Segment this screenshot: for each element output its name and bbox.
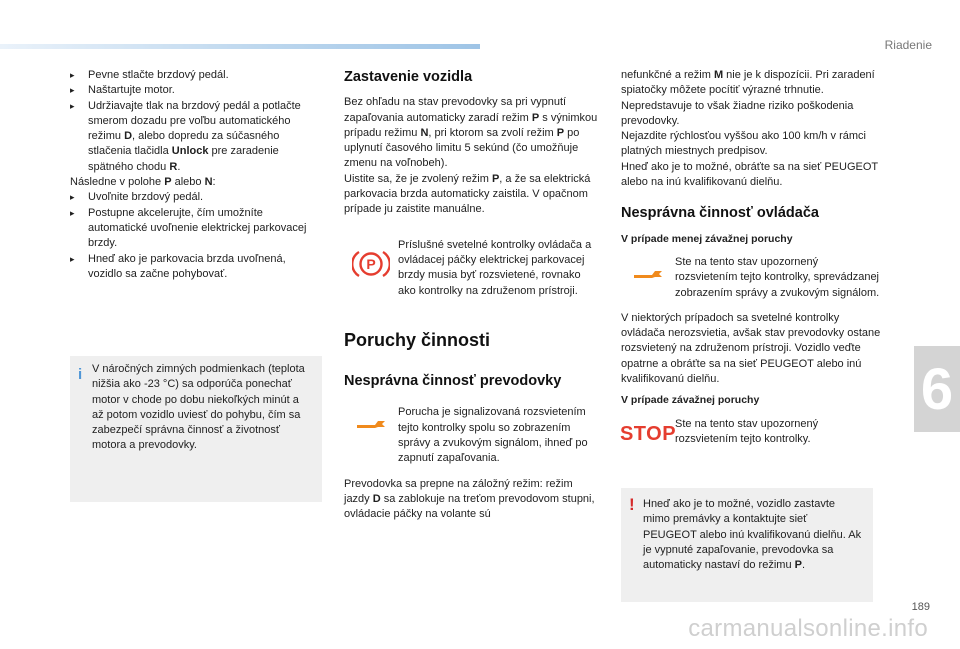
then-line: Následne v polohe P alebo N: (70, 176, 216, 189)
chapter-tab: 6 (914, 346, 960, 432)
parking-brake-warning-icon (344, 238, 398, 280)
bullet-item: ▸ Pevne stlačte brzdový pedál. (70, 68, 322, 83)
parking-warning-row: P Príslušné svetelné kontrolky ovládača a ovládacej páčky elektrickej parkovacej brzdy musia byť rozsvietené, rovnako ako kontrolky na združenom prístroji. (344, 238, 600, 299)
arrow-bullet-icon: ▸ (70, 207, 75, 218)
info-box: i V náročných zimných podmienkach (teplota nižšia ako -23 °C) sa odporúča ponechať motor v chode po dobu niekoľkých minút a až potom vozidlo uviesť do pohybu, čím sa zabezpečí správna činnosť a životnosť motora a prevodovky. (70, 356, 322, 502)
heading-selector-fault: Nesprávna činnosť ovládača (621, 205, 819, 222)
paragraph: Hneď ako je to možné, obráťte sa na sieť PEUGEOT alebo na inú kvalifikovanú dielňu. (621, 160, 878, 189)
column-middle (344, 62, 600, 523)
major-warning-row: STOP Ste na tento stav upozornený rozsvietením tejto kontrolky. (619, 417, 819, 445)
heading-stopping: Zastavenie vozidla (344, 69, 473, 85)
column-left (70, 68, 322, 282)
bullet-item: ▸ Uvoľnite brzdový pedál. (70, 190, 322, 205)
info-icon: i (78, 366, 83, 383)
column-right (621, 68, 883, 457)
paragraph: V niektorých prípadoch sa svetelné kontrolky ovládača nerozsvietia, avšak stav prevodovky ostane rozsvietený na združenom prístroji. Vozidlo veďte opatrne a obráťte sa na sieť PEUGEOT alebo inú kvalifikovanú dielňu. (621, 311, 881, 386)
subheading-major: V prípade závažnej poruchy (621, 394, 760, 407)
exclamation-icon: ! (629, 495, 635, 514)
paragraph: Uistite sa, že je zvolený režim P, a že sa elektrická parkovacia brzda automaticky zaistila. V opačnom prípade ju zaistite manuálne. (344, 172, 591, 216)
bullet-item: ▸ Postupne akcelerujte, čím umožníte automatické uvoľnenie elektrickej parkovacej brzdy. (70, 206, 307, 250)
arrow-bullet-icon: ▸ (70, 85, 75, 96)
bullet-item: ▸ Udržiavajte tlak na brzdový pedál a potlačte smerom dozadu pre voľbu automatického režimu D, alebo dopredu za súčasného stlačenia tlačidla Unlock pre zaradenie spätného chodu R. (70, 99, 301, 173)
arrow-bullet-icon: ▸ (70, 192, 75, 203)
page-number: 189 (911, 601, 930, 613)
stop-warning-icon: STOP (619, 422, 677, 445)
caution-box: ! Hneď ako je to možné, vozidlo zastavte mimo premávky a kontaktujte sieť PEUGEOT alebo inú kvalifikovanú dielňu. Ak je vypnuté zapaľovanie, prevodovka sa automaticky nastaví do režimu P. (621, 488, 873, 602)
minor-warning-row: Ste na tento stav upozornený rozsvietením tejto kontrolky, sprevádzanej zobrazením správy a zvukovým signálom. (621, 255, 883, 301)
bullet-item: ▸ Naštartujte motor. (70, 83, 322, 98)
header-accent-bar (0, 44, 480, 49)
arrow-bullet-icon: ▸ (70, 100, 75, 111)
heading-faults: Poruchy činnosti (344, 329, 491, 350)
paragraph: Nejazdite rýchlosťou vyššou ako 100 km/h v rámci platných miestnych predpisov. (621, 130, 867, 158)
bullet-item: ▸ Hneď ako je parkovacia brzda uvoľnená, vozidlo sa začne pohybovať. (70, 252, 286, 280)
svg-text:P: P (366, 255, 376, 272)
wrench-warning-icon (344, 405, 398, 431)
wrench-warning-icon (621, 255, 675, 281)
arrow-bullet-icon: ▸ (70, 253, 75, 264)
paragraph: Prevodovka sa prepne na záložný režim: režim jazdy D sa zablokuje na treťom prevodovom stupni, ovládacie páčky na volante sú (344, 477, 595, 521)
paragraph: Bez ohľadu na stav prevodovky sa pri vypnutí zapaľovania automaticky zaradí režim P s výnimkou prípadu režimu N, pri ktorom sa zvolí režim P po uplynutí časového limitu 5 sekúnd (čo umožňuje zmenu na voľnobeh). (344, 96, 598, 170)
gearbox-warning-row: Porucha je signalizovaná rozsvietením tejto kontrolky spolu so zobrazením správy a zvukovým signálom, ihneď po zapnutí zapaľovania. (344, 405, 600, 466)
heading-gearbox-fault: Nesprávna činnosť prevodovky (344, 373, 562, 390)
section-title: Riadenie (884, 38, 932, 52)
arrow-bullet-icon: ▸ (70, 70, 75, 80)
watermark: carmanualsonline.info (688, 615, 928, 642)
subheading-minor: V prípade menej závažnej poruchy (621, 232, 793, 245)
paragraph: nefunkčné a režim M nie je k dispozícii. Pri zaradení spiatočky môžete pocítiť výrazné trhnutie. Nepredstavuje to však žiadne riziko poškodenia prevodovky. (621, 69, 875, 127)
